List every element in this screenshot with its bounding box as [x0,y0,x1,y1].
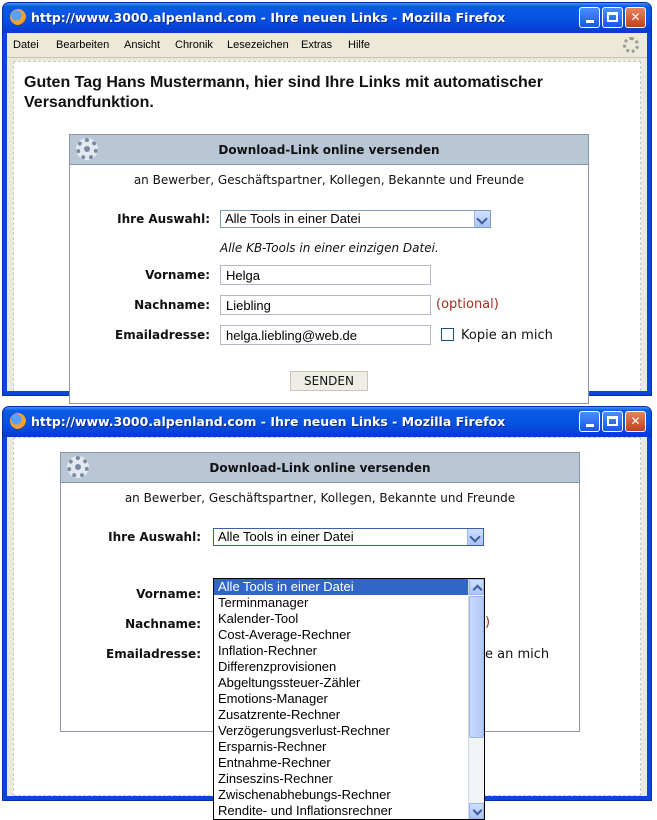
menu-extras[interactable]: Extras [301,39,333,51]
throbber-icon [623,37,639,53]
firstname-input[interactable]: Helga [220,265,431,285]
menu-ansicht[interactable]: Ansicht [124,39,161,51]
send-button[interactable]: SENDEN [290,371,368,391]
choice-label: Ihre Auswahl: [117,212,210,226]
dropdown-option[interactable]: Zwischenabhebungs-Rechner [218,787,391,802]
dropdown-option[interactable]: Verzögerungsverlust-Rechner [218,723,390,738]
title-bar [3,407,651,437]
tool-select[interactable] [220,210,491,228]
title-bar [3,3,651,33]
tool-select-value: Alle Tools in einer Datei [218,529,354,544]
browser-window-bottom [2,406,652,818]
dropdown-option[interactable]: Alle Tools in einer Datei [214,579,484,595]
copy-checkbox-label: Kopie an mich [461,328,553,343]
dropdown-option[interactable]: Terminmanager [218,595,309,610]
dropdown-option[interactable]: Entnahme-Rechner [218,755,331,770]
dropdown-scrollbar[interactable] [468,579,484,819]
close-button[interactable]: ✕ [625,7,646,28]
panel-title: Download-Link online versenden [218,143,440,157]
dropdown-option[interactable]: Kalender-Tool [218,611,299,626]
panel-subtitle: an Bewerber, Geschäftspartner, Kollegen, Bekannte und Freunde [133,173,525,187]
menu-hilfe[interactable]: Hilfe [348,39,371,51]
firstname-label: Vorname: [145,268,210,282]
dropdown-option[interactable]: Differenzprovisionen [218,659,337,674]
maximize-button[interactable] [602,7,623,28]
scroll-up-icon[interactable] [469,579,484,595]
dropdown-option[interactable]: Cost-Average-Rechner [218,627,351,642]
copy-label-fragment: e an mich [485,647,550,662]
firstname-label: Vorname: [136,587,201,601]
firefox-icon [10,413,26,429]
panel-header [61,453,579,483]
tool-select-value: Alle Tools in einer Datei [225,211,361,226]
optional-note: (optional) [436,297,499,312]
copy-checkbox[interactable] [441,328,454,341]
panel-subtitle: an Bewerber, Geschäftspartner, Kollegen, Bekannte und Freunde [124,491,516,505]
menu-bearbeiten[interactable]: Bearbeiten [56,39,110,51]
send-link-panel [69,134,589,404]
tool-select[interactable] [213,528,484,546]
lastname-label: Nachname: [125,617,201,631]
window-client [7,33,647,391]
tool-dropdown-list[interactable] [213,578,485,820]
dropdown-option[interactable]: Ersparnis-Rechner [218,739,327,754]
dropdown-options [214,579,484,819]
firefox-icon [10,9,26,25]
dropdown-option[interactable]: Abgeltungssteuer-Zähler [218,675,361,690]
browser-window-top [2,2,652,396]
panel-title: Download-Link online versenden [209,461,431,475]
dropdown-option[interactable]: Zusatzrente-Rechner [218,707,341,722]
choice-hint: Alle KB-Tools in einer einzigen Datei. [220,241,439,255]
greeting-heading: Guten Tag Hans Mustermann, hier sind Ihre Links mit automatischer Versandfunktion. [24,74,543,111]
dropdown-option[interactable]: Zinseszins-Rechner [218,771,333,786]
lastname-label: Nachname: [134,298,210,312]
menu-lesezeichen[interactable]: Lesezeichen [227,39,289,51]
scroll-down-icon[interactable] [469,803,484,819]
menu-bar [7,33,647,58]
panel-header [70,135,588,165]
email-label: Emailadresse: [115,328,210,342]
scroll-thumb[interactable] [469,596,484,738]
menu-chronik[interactable]: Chronik [175,39,213,51]
email-label: Emailadresse: [106,647,201,661]
page-content [13,437,641,818]
dropdown-option[interactable]: Rendite- und Inflationsrechner [218,803,393,818]
minimize-button[interactable] [579,7,600,28]
dropdown-option[interactable]: Emotions-Manager [218,691,328,706]
close-button[interactable]: ✕ [625,411,646,432]
window-client [7,437,647,818]
window-title: http://www.3000.alpenland.com - Ihre neuen Links - Mozilla Firefox [31,10,506,25]
dropdown-option[interactable]: Inflation-Rechner [218,643,317,658]
optional-note-fragment: ) [485,615,491,630]
menu-datei[interactable]: Datei [13,39,39,51]
email-input[interactable]: helga.liebling@web.de [220,325,431,345]
chevron-down-icon[interactable] [474,211,490,227]
maximize-button[interactable] [602,411,623,432]
page-content [13,61,641,391]
window-title: http://www.3000.alpenland.com - Ihre neuen Links - Mozilla Firefox [31,414,506,429]
chevron-down-icon[interactable] [467,529,483,545]
minimize-button[interactable] [579,411,600,432]
choice-label: Ihre Auswahl: [108,530,201,544]
lastname-input[interactable]: Liebling [220,295,431,315]
